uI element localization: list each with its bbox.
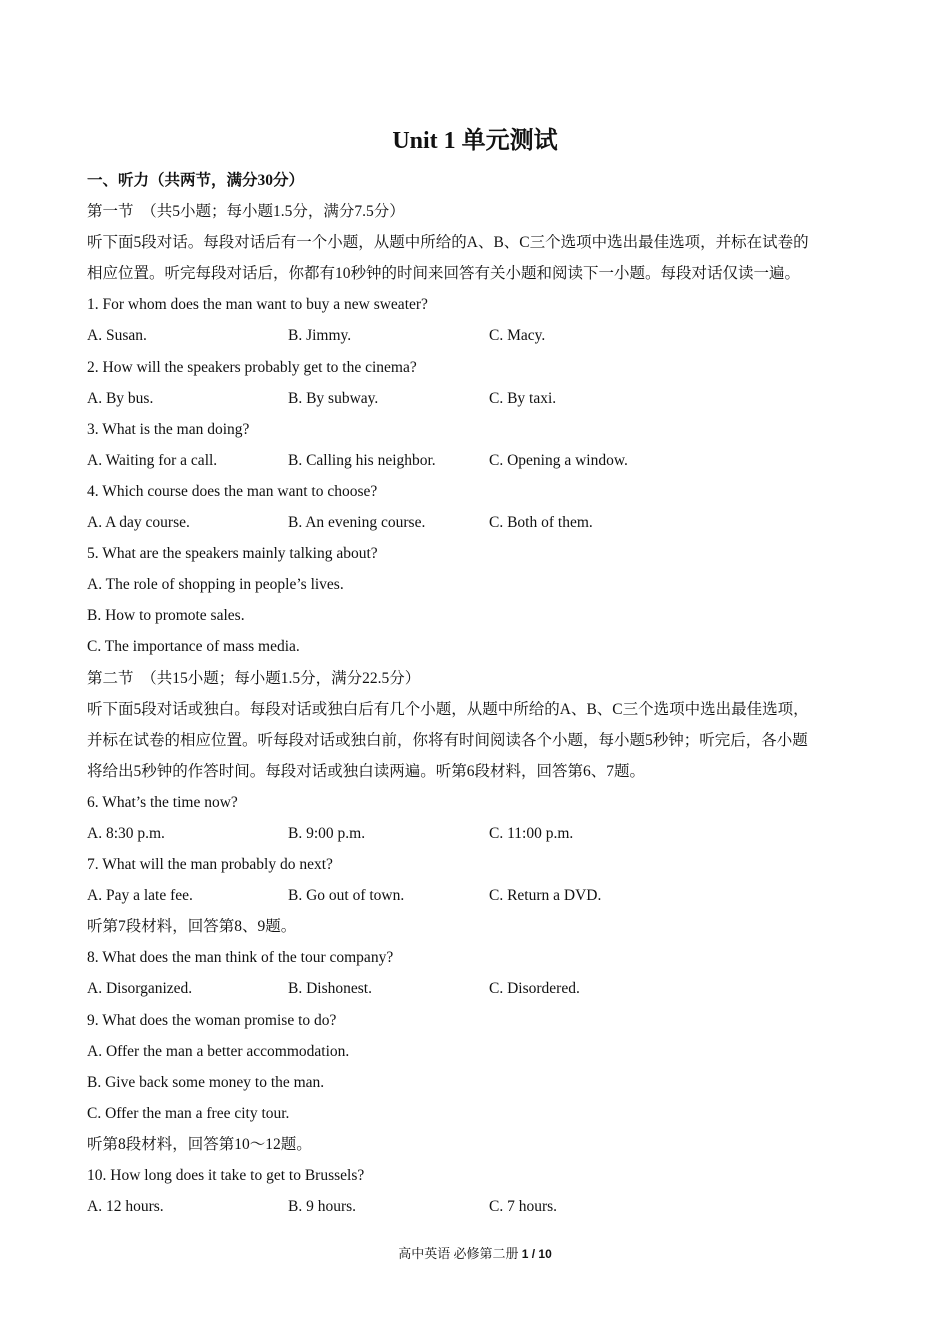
option-c: C. By taxi. (489, 389, 557, 407)
option-b: B. How to promote sales. (87, 607, 245, 625)
footer-text: 高中英语 必修第二册 (398, 1246, 519, 1261)
options-1 (87, 320, 867, 351)
part1-instructions-1: 听下面5段对话。每段对话后有一个小题，从题中所给的A、B、C三个选项中选出最佳选项，并标在试卷的 (87, 234, 809, 252)
option-b: B. 9:00 p.m. (288, 824, 366, 842)
option-c: C. The importance of mass media. (87, 638, 300, 656)
material-note-8: 听第8段材料，回答第10～12题。 (87, 1135, 312, 1153)
options-7 (87, 880, 867, 911)
options-4 (87, 507, 867, 538)
question-1: 1. For whom does the man want to buy a new sweater? (87, 296, 428, 314)
option-c: C. 7 hours. (489, 1198, 558, 1216)
page-number: 1 / 10 (521, 1247, 552, 1261)
option-a: A. Susan. (87, 327, 147, 345)
option-a: A. A day course. (87, 514, 190, 532)
option-b: B. Jimmy. (288, 327, 352, 345)
material-note-7: 听第7段材料，回答第8、9题。 (87, 918, 297, 936)
part2-instructions-2: 并标在试卷的相应位置。听每段对话或独白前，你将有时间阅读各个小题，每小题5秒钟；听完后，各小题 (87, 731, 808, 749)
option-c: C. Opening a window. (489, 451, 628, 469)
question-9: 9. What does the woman promise to do? (87, 1011, 337, 1029)
part2-instructions-3: 将给出5秒钟的作答时间。每段对话或独白读两遍。听第6段材料，回答第6、7题。 (87, 762, 646, 780)
option-a: A. 12 hours. (87, 1198, 164, 1216)
page-footer (0, 1244, 950, 1264)
part1-label: 第一节 （共5小题；每小题1.5分，满分7.5分） (87, 203, 405, 221)
option-a: A. Disorganized. (87, 980, 193, 998)
option-a: A. Offer the man a better accommodation. (87, 1042, 350, 1060)
question-10: 10. How long does it take to get to Brussels? (87, 1167, 365, 1184)
question-4: 4. Which course does the man want to choose? (87, 482, 378, 500)
option-b: B. Go out of town. (288, 887, 405, 905)
question-7: 7. What will the man probably do next? (87, 856, 333, 874)
option-c: C. Macy. (489, 327, 546, 345)
options-3 (87, 445, 867, 476)
option-b: B. Calling his neighbor. (288, 451, 436, 469)
option-b: B. 9 hours. (288, 1198, 357, 1216)
options-2 (87, 383, 867, 414)
options-6 (87, 818, 867, 849)
option-c: C. Return a DVD. (489, 887, 602, 905)
option-c: C. Disordered. (489, 980, 580, 998)
option-a: A. The role of shopping in people’s lives. (87, 576, 344, 594)
options-8 (87, 973, 867, 1004)
option-a: A. Pay a late fee. (87, 887, 193, 905)
question-3: 3. What is the man doing? (87, 420, 250, 438)
option-b: B. Give back some money to the man. (87, 1073, 325, 1091)
option-c: C. Both of them. (489, 514, 593, 532)
page-title: Unit 1 单元测试 (392, 128, 558, 154)
part1-instructions-2: 相应位置。听完每段对话后，你都有10秒钟的时间来回答有关小题和阅读下一小题。每段对话仅读一遍。 (87, 265, 801, 283)
question-6: 6. What’s the time now? (87, 793, 238, 811)
part2-instructions-1: 听下面5段对话或独白。每段对话或独白后有几个小题，从题中所给的A、B、C三个选项中选出最佳选项， (87, 700, 809, 718)
section-heading: 一、听力（共两节，满分30分） (87, 172, 305, 189)
option-a: A. 8:30 p.m. (87, 824, 165, 842)
question-5: 5. What are the speakers mainly talking about? (87, 545, 378, 563)
options-10 (87, 1191, 867, 1222)
option-c: C. Offer the man a free city tour. (87, 1104, 290, 1122)
option-b: B. Dishonest. (288, 980, 372, 998)
question-2: 2. How will the speakers probably get to the cinema? (87, 358, 417, 376)
option-a: A. Waiting for a call. (87, 451, 218, 469)
document-body (87, 165, 867, 1222)
option-c: C. 11:00 p.m. (489, 824, 574, 842)
question-8: 8. What does the man think of the tour company? (87, 949, 394, 967)
option-b: B. By subway. (288, 389, 379, 407)
option-a: A. By bus. (87, 389, 154, 407)
part2-label: 第二节 （共15小题；每小题1.5分，满分22.5分） (87, 669, 421, 687)
option-b: B. An evening course. (288, 514, 426, 532)
